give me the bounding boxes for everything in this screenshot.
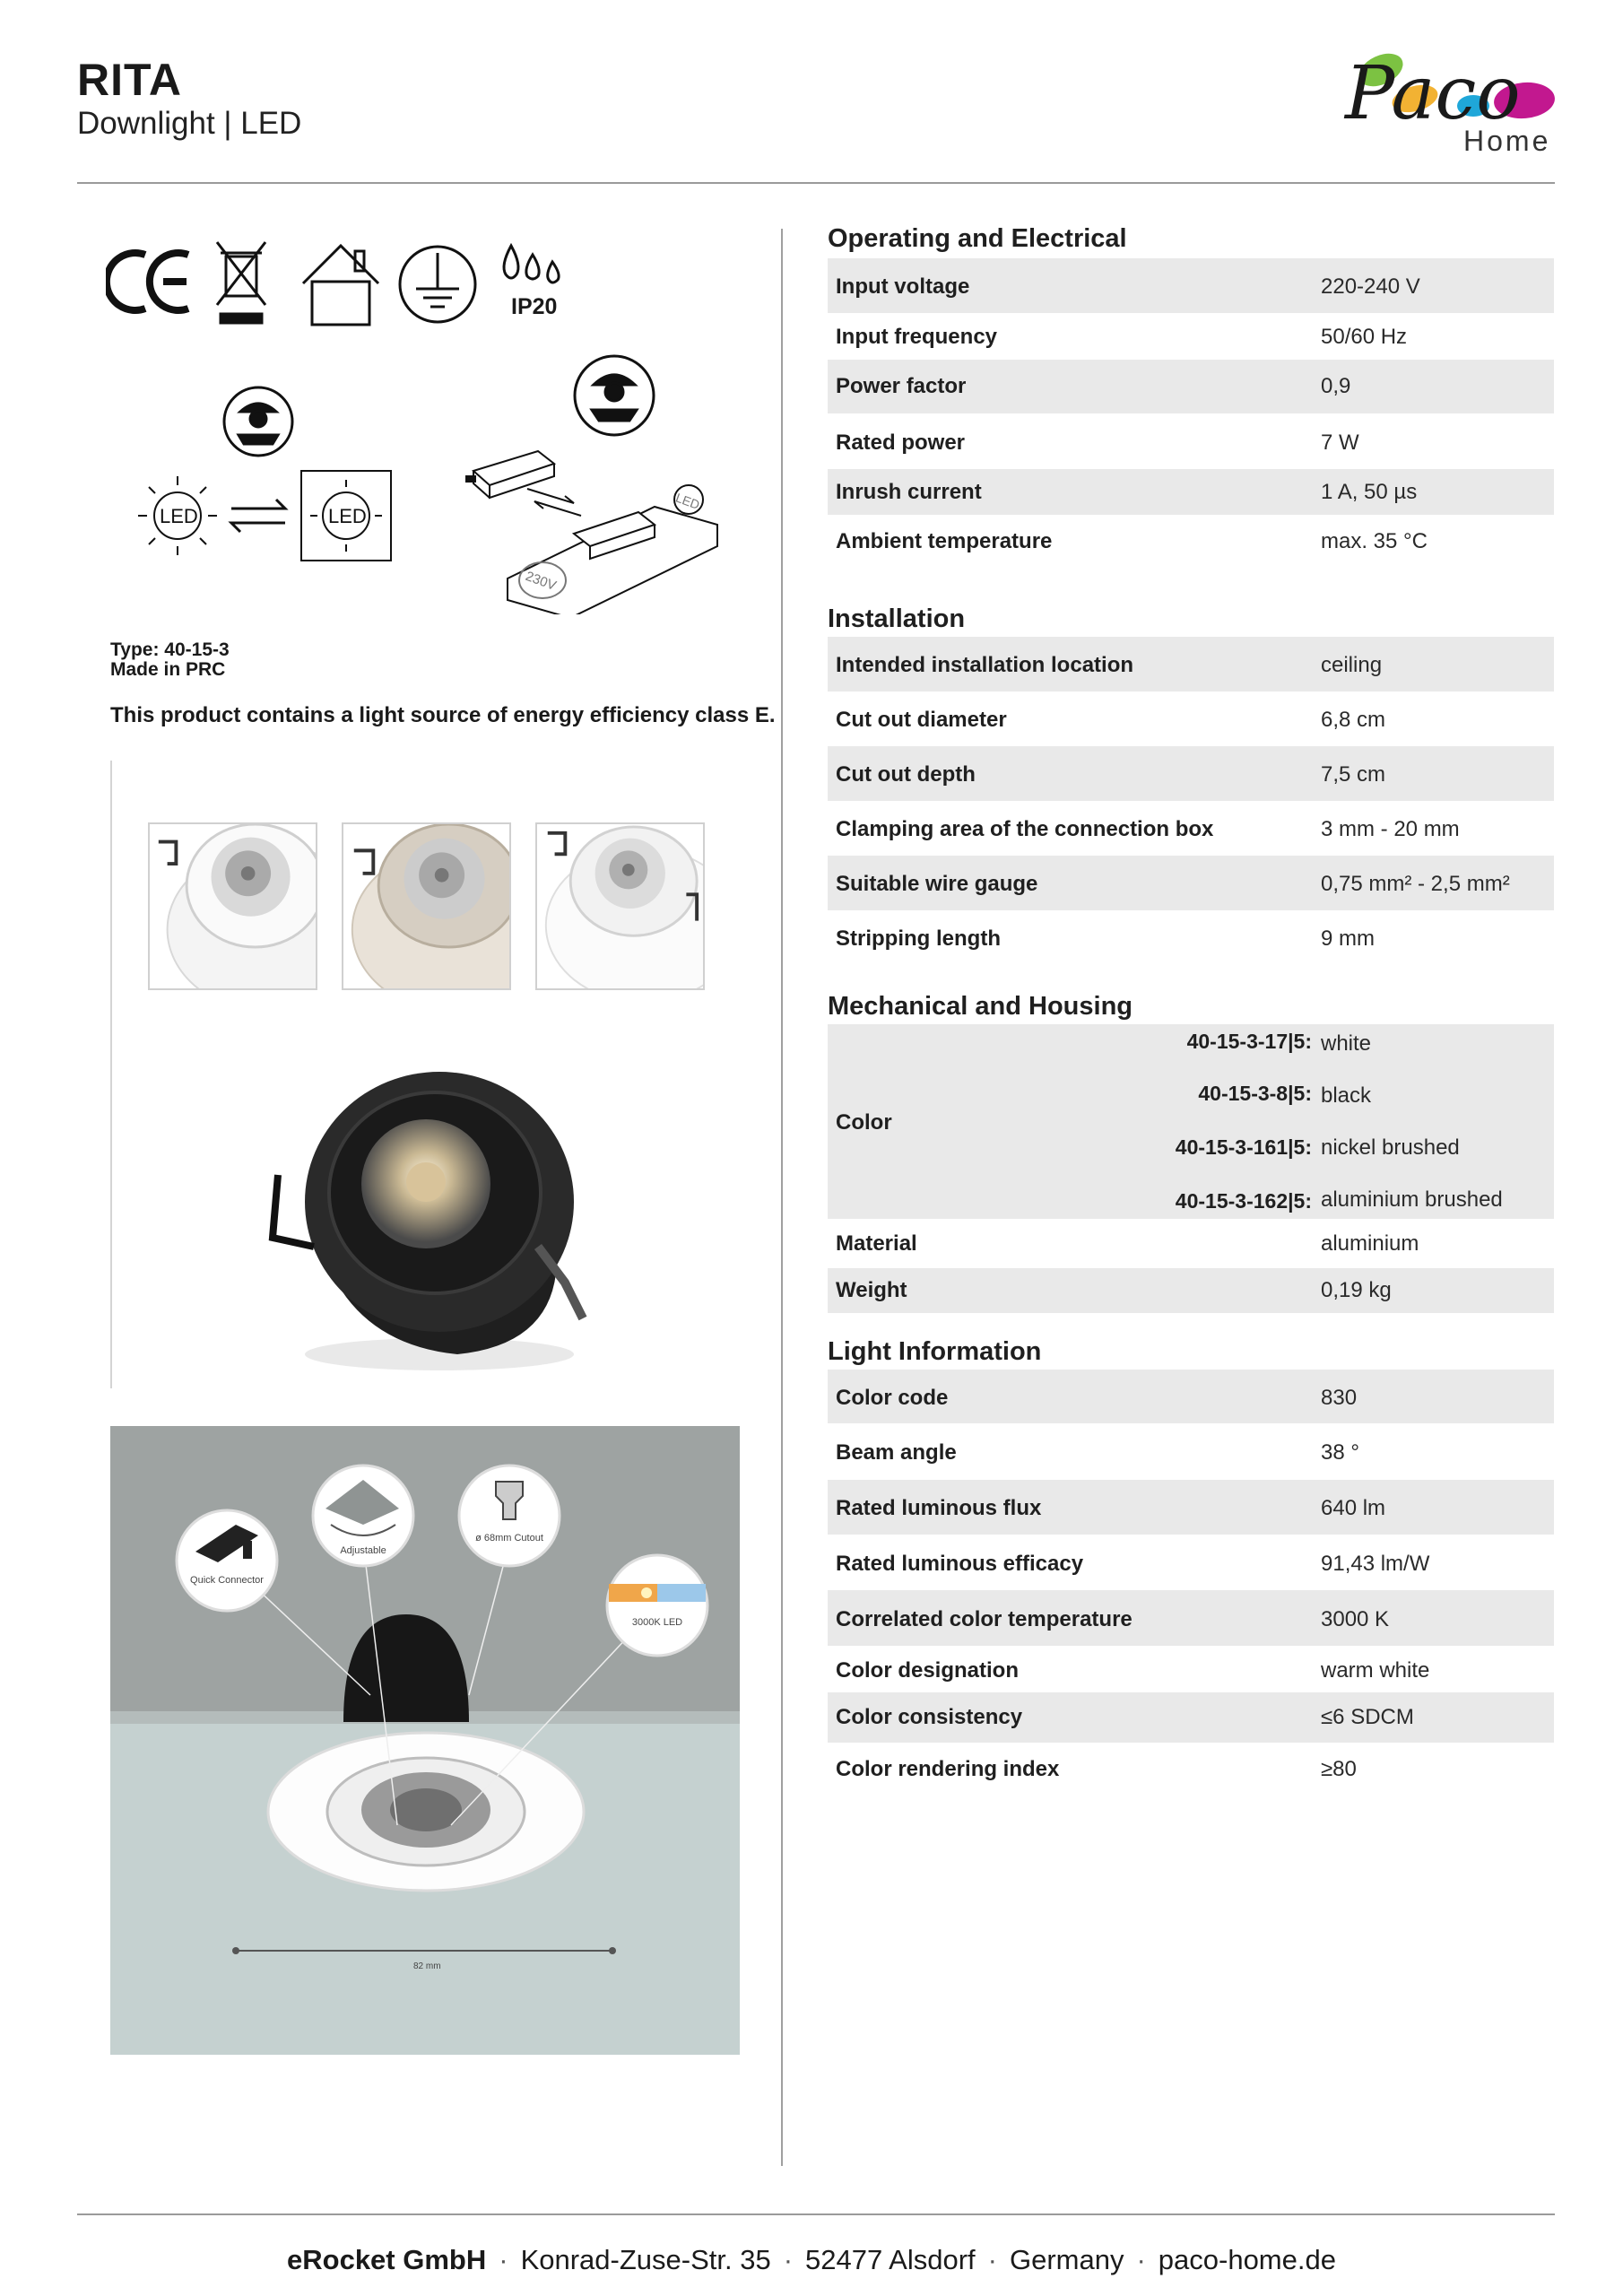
- spec-value: 1 A, 50 µs: [1321, 480, 1418, 504]
- spec-row: [828, 1480, 1554, 1535]
- spec-value: 50/60 Hz: [1321, 325, 1408, 349]
- spec-label: Material: [836, 1231, 917, 1256]
- thumbnail-nickel: [342, 822, 511, 990]
- spec-row: [828, 637, 1554, 691]
- protection-class-icon: [400, 247, 475, 322]
- weee-bin-icon: [217, 242, 265, 323]
- spec-label: Input voltage: [836, 274, 970, 299]
- spec-label: Color designation: [836, 1658, 1019, 1683]
- thumbnail-white: [148, 822, 317, 990]
- water-drops-icon: [504, 246, 559, 283]
- spec-row: [828, 1743, 1554, 1795]
- type-line: Type: 40-15-3: [110, 639, 230, 660]
- color-variants-row: [828, 1024, 1554, 1219]
- section-mechanical-title: Mechanical and Housing: [828, 992, 1133, 1021]
- spec-label: Ambient temperature: [836, 529, 1053, 553]
- section-light-title: Light Information: [828, 1337, 1042, 1366]
- led-callout: [607, 1555, 707, 1656]
- spec-row: [828, 469, 1554, 515]
- driver-replacement-icon: [466, 451, 717, 614]
- spec-row: [828, 691, 1554, 746]
- spec-label: Correlated color temperature: [836, 1607, 1133, 1631]
- variant-color: white: [1321, 1031, 1372, 1056]
- spec-label: Color rendering index: [836, 1757, 1060, 1781]
- footer-street: Konrad-Zuse-Str. 35: [520, 2244, 771, 2275]
- adjustable-callout: [313, 1465, 413, 1566]
- led-temp-label: 3000K LED: [631, 1617, 683, 1628]
- spec-value: ≥80: [1321, 1757, 1357, 1781]
- spec-value: 7 W: [1321, 430, 1359, 455]
- logo-subtext: Home: [1463, 125, 1551, 157]
- photo-frame-line: [110, 761, 112, 1388]
- footer-country: Germany: [1009, 2244, 1124, 2275]
- variant-code: 40-15-3-8|5:: [1198, 1082, 1312, 1105]
- variant-code: 40-15-3-17|5:: [1186, 1030, 1312, 1053]
- spec-label: Input frequency: [836, 325, 998, 349]
- origin-line: Made in PRC: [110, 659, 226, 680]
- downlight-nickel-photo: [343, 824, 509, 988]
- spec-row: [828, 1692, 1554, 1743]
- spec-value: warm white: [1321, 1658, 1430, 1683]
- spec-value: ≤6 SDCM: [1321, 1705, 1414, 1729]
- header-divider: [77, 182, 1555, 184]
- spec-value: 220-240 V: [1321, 274, 1420, 299]
- spec-label: Color code: [836, 1386, 949, 1410]
- spec-row: [828, 515, 1554, 567]
- footer-city: 52477 Alsdorf: [805, 2244, 976, 2275]
- spec-row: [828, 1268, 1554, 1313]
- technician-icon: [224, 387, 292, 456]
- spec-value: 38 °: [1321, 1440, 1359, 1465]
- energy-statement: This product contains a light source of energy efficiency class E.: [110, 703, 776, 727]
- spec-label: Suitable wire gauge: [836, 872, 1038, 896]
- spec-label: Rated power: [836, 430, 966, 455]
- product-title: RITA: [77, 55, 182, 105]
- paco-home-logo: [1327, 36, 1560, 161]
- cutout-callout: [459, 1465, 560, 1566]
- spec-value: max. 35 °C: [1321, 529, 1428, 553]
- variant-code: 40-15-3-161|5:: [1175, 1135, 1312, 1159]
- voltage-badge: 230V: [523, 568, 559, 594]
- spec-row: [828, 1219, 1554, 1268]
- led-label-driver: LED: [673, 490, 702, 512]
- led-bulb-boxed-icon: [301, 471, 391, 561]
- spec-label: Cut out diameter: [836, 708, 1007, 732]
- spec-value: 0,19 kg: [1321, 1278, 1392, 1302]
- spec-value: 6,8 cm: [1321, 708, 1386, 732]
- spec-row: [828, 1423, 1554, 1480]
- technician-icon-2: [575, 356, 654, 435]
- spec-label: Color consistency: [836, 1705, 1023, 1729]
- spec-row: [828, 360, 1554, 413]
- spec-row: [828, 746, 1554, 801]
- section-installation-title: Installation: [828, 604, 966, 633]
- spec-value: 0,75 mm² - 2,5 mm²: [1321, 872, 1510, 896]
- spec-row: [828, 313, 1554, 360]
- footer-separator: ·: [987, 2244, 997, 2275]
- spec-value: 91,43 lm/W: [1321, 1552, 1430, 1576]
- downlight-black-photo: [260, 1049, 592, 1372]
- spec-label: Intended installation location: [836, 653, 1134, 677]
- spec-value: 0,9: [1321, 374, 1351, 398]
- spec-value: ceiling: [1321, 653, 1383, 677]
- spec-value: aluminium: [1321, 1231, 1419, 1256]
- dimension-label: 82 mm: [413, 1961, 441, 1971]
- quick-connector-callout: [177, 1510, 277, 1611]
- variant-color: aluminium brushed: [1321, 1187, 1503, 1212]
- thumbnail-aluminium: [535, 822, 705, 990]
- spec-row: [828, 801, 1554, 856]
- product-subtitle: Downlight | LED: [77, 106, 302, 141]
- footer-company: eRocket GmbH: [287, 2244, 487, 2275]
- variant-color: black: [1321, 1083, 1372, 1108]
- led-label-right: LED: [328, 505, 367, 527]
- color-label: Color: [836, 1110, 892, 1135]
- downlight-white-photo: [150, 824, 316, 988]
- spec-label: Stripping length: [836, 926, 1001, 951]
- spec-label: Inrush current: [836, 480, 982, 504]
- spec-value: 830: [1321, 1386, 1358, 1410]
- spec-label: Rated luminous efficacy: [836, 1552, 1084, 1576]
- spec-row: [828, 258, 1554, 313]
- spec-row: [828, 1535, 1554, 1590]
- downlight-aluminium-photo: [537, 824, 703, 988]
- replacement-diagrams: [126, 345, 735, 614]
- cutout-label: ø 68mm Cutout: [475, 1533, 543, 1544]
- spec-label: Cut out depth: [836, 762, 976, 787]
- spec-label: Rated luminous flux: [836, 1496, 1042, 1520]
- column-divider: [781, 229, 783, 2166]
- logo-text: Paco: [1345, 51, 1521, 136]
- ce-mark-icon: [107, 253, 188, 310]
- spec-row: [828, 1646, 1554, 1692]
- indoor-house-icon: [303, 246, 378, 325]
- spec-row: [828, 413, 1554, 469]
- spec-value: 9 mm: [1321, 926, 1375, 951]
- footer-address: [0, 2244, 1623, 2276]
- led-label-left: LED: [160, 505, 198, 527]
- type-info: [110, 640, 230, 680]
- section-electrical-title: Operating and Electrical: [828, 224, 1127, 253]
- adjustable-label: Adjustable: [340, 1545, 386, 1556]
- footer-separator: ·: [499, 2244, 508, 2275]
- footer-separator: ·: [783, 2244, 794, 2275]
- spec-value: 3000 K: [1321, 1607, 1390, 1631]
- footer-divider: [77, 2213, 1555, 2215]
- spec-value: 640 lm: [1321, 1496, 1386, 1520]
- swap-arrows-icon: [231, 500, 285, 532]
- spec-value: 3 mm - 20 mm: [1321, 817, 1460, 841]
- variant-color: nickel brushed: [1321, 1135, 1460, 1160]
- feature-infographic-art: [110, 1426, 740, 2055]
- footer-website[interactable]: paco-home.de: [1158, 2244, 1336, 2275]
- spec-label: Weight: [836, 1278, 907, 1302]
- feature-infographic: [110, 1426, 740, 2055]
- footer-separator: ·: [1136, 2244, 1146, 2275]
- led-bulb-icon: [138, 476, 217, 555]
- spec-label: Power factor: [836, 374, 967, 398]
- spec-value: 7,5 cm: [1321, 762, 1386, 787]
- spec-row: [828, 1590, 1554, 1646]
- spec-row: [828, 910, 1554, 965]
- spec-label: Clamping area of the connection box: [836, 817, 1214, 841]
- spec-row: [828, 1370, 1554, 1423]
- variant-code: 40-15-3-162|5:: [1175, 1189, 1312, 1213]
- spec-row: [828, 856, 1554, 910]
- quick-connector-label: Quick Connector: [190, 1575, 264, 1586]
- ip-rating-label: IP20: [511, 294, 558, 319]
- spec-label: Beam angle: [836, 1440, 957, 1465]
